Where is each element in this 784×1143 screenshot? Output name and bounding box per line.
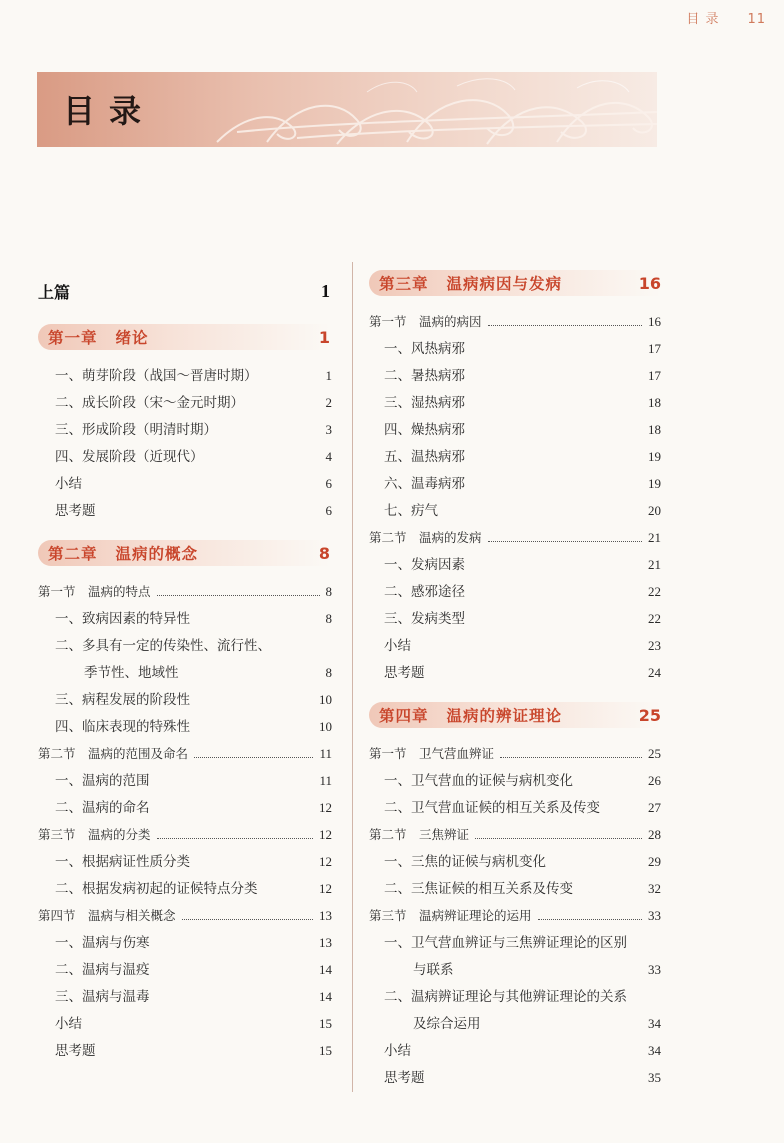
toc-section-page: 12 (319, 827, 332, 842)
toc-section-label: 第四节 温病与相关概念 (38, 908, 176, 923)
toc-entry-page: 27 (648, 800, 661, 815)
chapter-title: 绪论 (115, 329, 149, 347)
toc-entry (55, 961, 332, 979)
toc-entry (55, 799, 332, 817)
chapter-page: 8 (318, 543, 330, 563)
toc-entry (384, 367, 661, 385)
toc-entry (384, 556, 661, 574)
toc-entry-label: 二、感邪途径 (384, 584, 465, 600)
toc-entry-label: 三、湿热病邪 (384, 395, 465, 411)
toc-section (369, 313, 661, 331)
toc-section (369, 529, 661, 547)
toc-entry-label: 六、温毒病邪 (384, 476, 465, 492)
running-head-label: 目 录 (686, 12, 720, 27)
column-divider (352, 262, 353, 1092)
toc-entry-label: 思考题 (55, 503, 96, 519)
toc-entry (384, 799, 661, 817)
chapter-title: 温病的概念 (115, 545, 199, 563)
toc-entry (55, 1042, 332, 1060)
toc-entry-page: 4 (325, 449, 332, 464)
toc-entry-label: 及综合运用 (413, 1016, 481, 1032)
toc-entry (384, 421, 661, 439)
toc-section (369, 907, 661, 925)
chapter-heading (369, 270, 661, 296)
toc-section-label: 第一节 卫气营血辨证 (369, 746, 495, 761)
chapter-page: 25 (638, 705, 661, 725)
toc-entry-label: 二、多具有一定的传染性、流行性、 (55, 638, 271, 654)
toc-entry (384, 880, 661, 898)
part-heading (38, 280, 330, 303)
toc-entry-page: 18 (648, 422, 661, 437)
toc-entry (384, 664, 661, 682)
toc-entry (384, 475, 661, 493)
toc-entry (413, 961, 661, 979)
toc-entry (384, 394, 661, 412)
toc-entry-label: 三、发病类型 (384, 611, 465, 627)
toc-section-page: 33 (648, 908, 661, 923)
chapter-heading (38, 324, 330, 350)
toc-entry-page: 8 (325, 665, 332, 680)
toc-section (38, 907, 332, 925)
toc-entry-page: 14 (319, 989, 332, 1004)
toc-entry-label: 一、致病因素的特异性 (55, 611, 190, 627)
toc-entry-label: 小结 (384, 638, 411, 654)
toc-entry-label: 一、温病的范围 (55, 773, 150, 789)
toc-entry (384, 340, 661, 358)
toc-entry-label: 一、温病与伤寒 (55, 935, 150, 951)
toc-entry-page: 14 (319, 962, 332, 977)
toc-entry-page: 26 (648, 773, 661, 788)
toc-entry (55, 502, 332, 520)
toc-section (369, 745, 661, 763)
chapter-number: 第一章 (48, 329, 98, 347)
toc-entry-label: 二、温病辨证理论与其他辨证理论的关系 (384, 989, 627, 1005)
toc-entry-page: 6 (325, 503, 332, 518)
toc-entry-label: 二、三焦证候的相互关系及传变 (384, 881, 573, 897)
page-title: 目录 (63, 92, 156, 130)
toc-entry-page: 18 (648, 395, 661, 410)
chapter-number: 第三章 (379, 275, 429, 293)
toc-entry-page: 34 (648, 1043, 661, 1058)
toc-entry-page: 20 (648, 503, 661, 518)
toc-entry (55, 448, 332, 466)
toc-entry (55, 610, 332, 628)
toc-entry (55, 367, 332, 385)
toc-entry-label: 思考题 (384, 665, 425, 681)
chapter-number: 第四章 (379, 707, 429, 725)
toc-entry (55, 475, 332, 493)
toc-entry-page: 34 (648, 1016, 661, 1031)
toc-section-label: 第二节 三焦辨证 (369, 827, 470, 842)
toc-entry-label: 一、根据病证性质分类 (55, 854, 190, 870)
toc-section-label: 第一节 温病的病因 (369, 314, 482, 329)
toc-entry-label: 小结 (55, 1016, 82, 1032)
toc-entry-page: 11 (319, 773, 332, 788)
toc-section-page: 16 (648, 314, 661, 329)
chapter-number: 第二章 (48, 545, 98, 563)
toc-entry-page: 22 (648, 611, 661, 626)
toc-entry-page: 10 (319, 692, 332, 707)
toc-section (38, 745, 332, 763)
toc-section-page: 13 (319, 908, 332, 923)
toc-entry (384, 934, 661, 952)
toc-entry-page: 19 (648, 449, 661, 464)
toc-entry-label: 与联系 (413, 962, 454, 978)
chapter-title: 温病的辨证理论 (446, 707, 563, 725)
toc-entry-page: 15 (319, 1043, 332, 1058)
toc-entry (55, 853, 332, 871)
toc-entry-page: 23 (648, 638, 661, 653)
toc-entry-page: 8 (325, 611, 332, 626)
toc-entry-page: 12 (319, 881, 332, 896)
part-page: 1 (321, 281, 330, 301)
toc-entry-label: 三、病程发展的阶段性 (55, 692, 190, 708)
toc-entry (55, 772, 332, 790)
toc-entry-label: 三、形成阶段（明清时期） (55, 422, 217, 438)
toc-entry-label: 季节性、地域性 (84, 665, 179, 681)
toc-entry-label: 三、温病与温毒 (55, 989, 150, 1005)
toc-entry-label: 二、暑热病邪 (384, 368, 465, 384)
toc-entry-page: 17 (648, 341, 661, 356)
toc-entry (55, 1015, 332, 1033)
chapter-page: 16 (638, 273, 661, 293)
toc-entry-label: 四、临床表现的特殊性 (55, 719, 190, 735)
toc-entry-label: 一、卫气营血的证候与病机变化 (384, 773, 573, 789)
part-label: 上篇 (38, 283, 71, 302)
toc-entry (55, 718, 332, 736)
toc-entry-page: 13 (319, 935, 332, 950)
toc-entry-label: 一、三焦的证候与病机变化 (384, 854, 546, 870)
toc-entry (413, 1015, 661, 1033)
toc-entry (384, 502, 661, 520)
toc-section-page: 28 (648, 827, 661, 842)
toc-section-page: 11 (319, 746, 332, 761)
toc-entry-label: 二、温病与温疫 (55, 962, 150, 978)
toc-entry-page: 32 (648, 881, 661, 896)
toc-entry-label: 二、温病的命名 (55, 800, 150, 816)
toc-section-label: 第二节 温病的发病 (369, 530, 482, 545)
toc-entry-page: 2 (325, 395, 332, 410)
title-banner (37, 72, 657, 147)
toc-entry-page: 19 (648, 476, 661, 491)
toc-entry-label: 思考题 (55, 1043, 96, 1059)
toc-entry (55, 421, 332, 439)
toc-entry-label: 七、疠气 (384, 503, 438, 519)
toc-entry-label: 一、卫气营血辨证与三焦辨证理论的区别 (384, 935, 627, 951)
toc-entry-page: 21 (648, 557, 661, 572)
toc-entry-page: 10 (319, 719, 332, 734)
toc-entry (384, 988, 661, 1006)
toc-entry-page: 22 (648, 584, 661, 599)
toc-entry-label: 二、根据发病初起的证候特点分类 (55, 881, 258, 897)
toc-entry (55, 691, 332, 709)
toc-entry (55, 637, 332, 655)
toc-entry-label: 四、发展阶段（近现代） (55, 449, 204, 465)
toc-entry-page: 35 (648, 1070, 661, 1085)
chapter-title: 温病病因与发病 (446, 275, 563, 293)
chapter-heading (369, 702, 661, 728)
toc-section-label: 第二节 温病的范围及命名 (38, 746, 189, 761)
toc-section-page: 25 (648, 746, 661, 761)
toc-entry (384, 637, 661, 655)
toc-entry-label: 小结 (384, 1043, 411, 1059)
toc-entry (55, 988, 332, 1006)
toc-entry-page: 33 (648, 962, 661, 977)
running-head (686, 8, 766, 27)
toc-entry-page: 6 (325, 476, 332, 491)
toc-entry-page: 12 (319, 854, 332, 869)
toc-entry-label: 五、温热病邪 (384, 449, 465, 465)
toc-entry (384, 772, 661, 790)
toc-section-page: 8 (325, 584, 332, 599)
toc-entry (384, 1042, 661, 1060)
toc-entry-label: 思考题 (384, 1070, 425, 1086)
toc-entry-page: 12 (319, 800, 332, 815)
toc-entry (55, 880, 332, 898)
toc-entry-label: 四、燥热病邪 (384, 422, 465, 438)
toc-entry-page: 1 (325, 368, 332, 383)
toc-entry-label: 二、成长阶段（宋～金元时期） (55, 395, 244, 411)
toc-entry-page: 17 (648, 368, 661, 383)
toc-entry (55, 934, 332, 952)
toc-entry-page: 15 (319, 1016, 332, 1031)
toc-entry-page: 29 (648, 854, 661, 869)
toc-entry (384, 448, 661, 466)
chapter-heading (38, 540, 330, 566)
toc-entry-label: 一、萌芽阶段（战国～晋唐时期） (55, 368, 258, 384)
running-head-page: 11 (747, 12, 766, 27)
toc-section (38, 826, 332, 844)
toc-section-page: 21 (648, 530, 661, 545)
toc-entry (84, 664, 332, 682)
toc-entry (384, 1069, 661, 1087)
toc-entry-label: 小结 (55, 476, 82, 492)
toc-section-label: 第三节 温病辨证理论的运用 (369, 908, 532, 923)
chapter-page: 1 (318, 327, 330, 347)
toc-entry-label: 二、卫气营血证候的相互关系及传变 (384, 800, 600, 816)
toc-entry (55, 394, 332, 412)
toc-section (369, 826, 661, 844)
toc-entry (384, 610, 661, 628)
toc-entry-page: 3 (325, 422, 332, 437)
toc-entry-label: 一、风热病邪 (384, 341, 465, 357)
toc-entry-label: 一、发病因素 (384, 557, 465, 573)
toc-entry (384, 853, 661, 871)
toc-section (38, 583, 332, 601)
toc-entry-page: 24 (648, 665, 661, 680)
toc-section-label: 第一节 温病的特点 (38, 584, 151, 599)
toc-entry (384, 583, 661, 601)
toc-section-label: 第三节 温病的分类 (38, 827, 151, 842)
